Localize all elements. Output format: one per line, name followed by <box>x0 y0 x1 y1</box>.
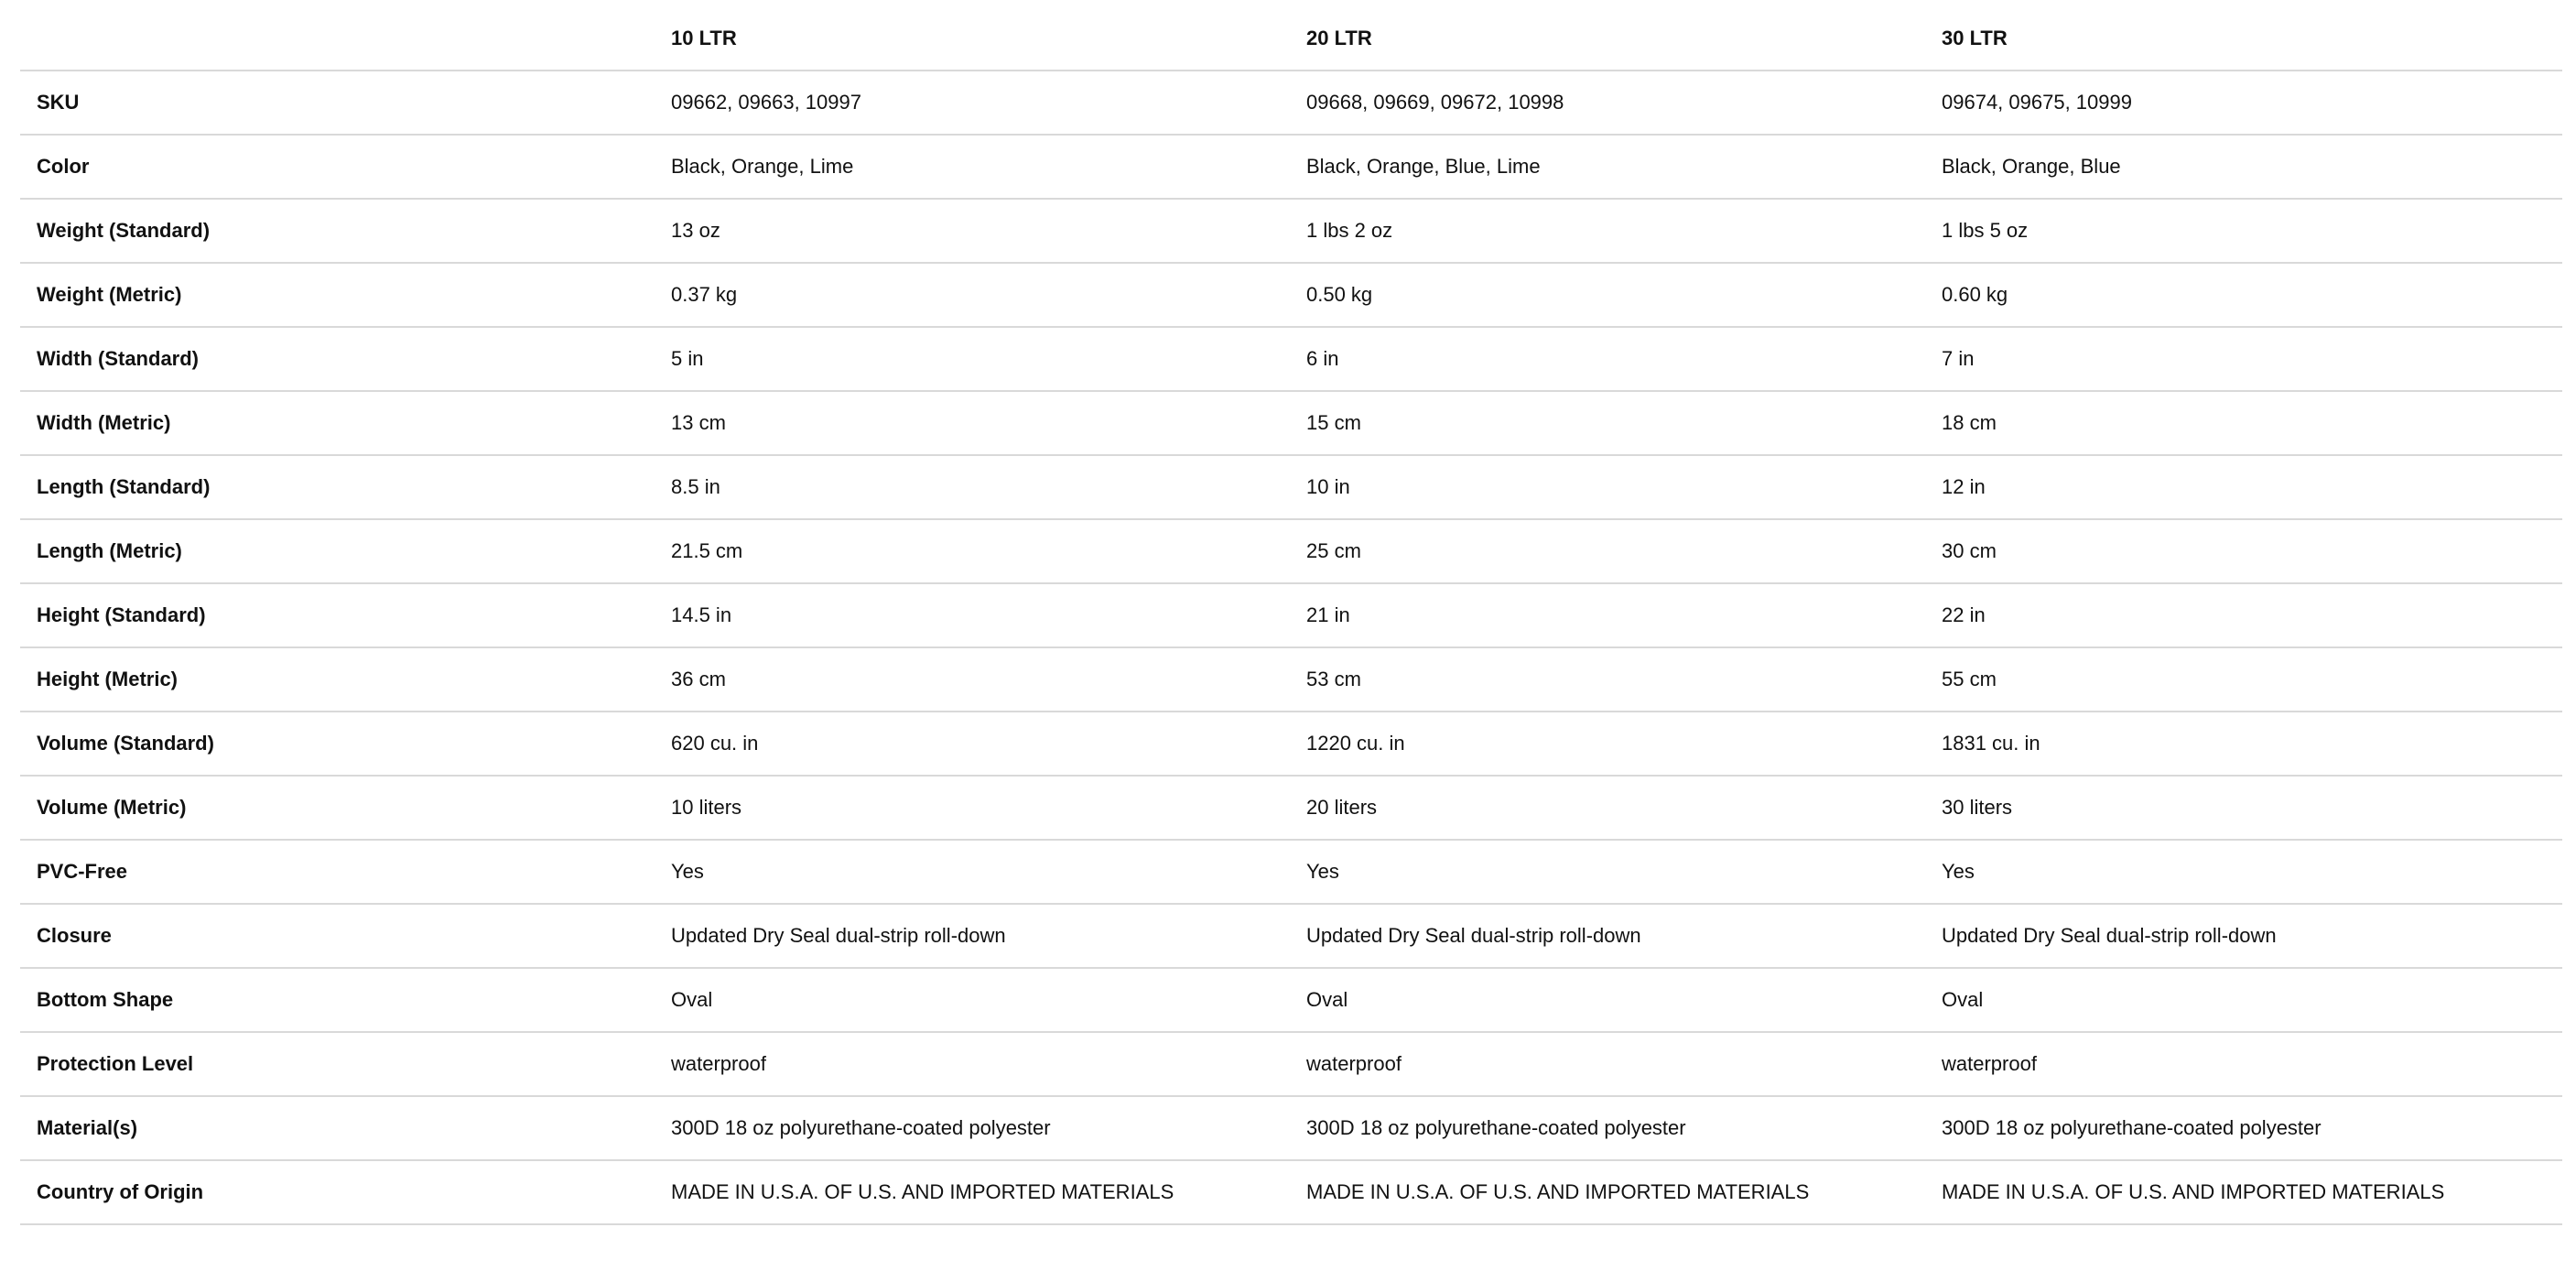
value-30-ltr: 18 cm <box>1925 391 2562 455</box>
value-20-ltr: 1220 cu. in <box>1290 712 1925 776</box>
table-row <box>20 135 2562 199</box>
row-label: Country of Origin <box>20 1160 655 1224</box>
value-20-ltr: 10 in <box>1290 455 1925 519</box>
row-label: Weight (Standard) <box>20 199 655 263</box>
row-label: Protection Level <box>20 1032 655 1096</box>
value-30-ltr: 12 in <box>1925 455 2562 519</box>
value-10-ltr: 13 oz <box>655 199 1290 263</box>
table-row <box>20 519 2562 583</box>
table-row <box>20 1032 2562 1096</box>
table-row <box>20 840 2562 904</box>
value-10-ltr: MADE IN U.S.A. OF U.S. AND IMPORTED MATERIALS <box>655 1160 1290 1224</box>
value-10-ltr: 14.5 in <box>655 583 1290 647</box>
value-30-ltr: 0.60 kg <box>1925 263 2562 327</box>
value-10-ltr: 300D 18 oz polyurethane-coated polyester <box>655 1096 1290 1160</box>
row-label: Height (Standard) <box>20 583 655 647</box>
value-10-ltr: waterproof <box>655 1032 1290 1096</box>
row-label: Width (Standard) <box>20 327 655 391</box>
row-label: Volume (Metric) <box>20 776 655 840</box>
value-20-ltr: Black, Orange, Blue, Lime <box>1290 135 1925 199</box>
value-10-ltr: 0.37 kg <box>655 263 1290 327</box>
row-label: Volume (Standard) <box>20 712 655 776</box>
value-10-ltr: 36 cm <box>655 647 1290 712</box>
row-label: Height (Metric) <box>20 647 655 712</box>
header-row <box>20 7 2562 71</box>
value-20-ltr: 20 liters <box>1290 776 1925 840</box>
value-30-ltr: MADE IN U.S.A. OF U.S. AND IMPORTED MATERIALS <box>1925 1160 2562 1224</box>
row-label: Bottom Shape <box>20 968 655 1032</box>
value-30-ltr: 300D 18 oz polyurethane-coated polyester <box>1925 1096 2562 1160</box>
value-30-ltr: waterproof <box>1925 1032 2562 1096</box>
value-30-ltr: 1831 cu. in <box>1925 712 2562 776</box>
value-20-ltr: 0.50 kg <box>1290 263 1925 327</box>
value-10-ltr: 620 cu. in <box>655 712 1290 776</box>
value-30-ltr: 30 liters <box>1925 776 2562 840</box>
spec-table-body <box>20 71 2562 1224</box>
header-cell-label <box>20 7 655 71</box>
row-label: Closure <box>20 904 655 968</box>
spec-comparison-table <box>20 7 2562 1225</box>
value-20-ltr: Oval <box>1290 968 1925 1032</box>
row-label: PVC-Free <box>20 840 655 904</box>
value-30-ltr: 1 lbs 5 oz <box>1925 199 2562 263</box>
table-row <box>20 71 2562 135</box>
table-row <box>20 1160 2562 1224</box>
value-10-ltr: 13 cm <box>655 391 1290 455</box>
table-row <box>20 583 2562 647</box>
row-label: Material(s) <box>20 1096 655 1160</box>
value-30-ltr: 22 in <box>1925 583 2562 647</box>
value-20-ltr: 53 cm <box>1290 647 1925 712</box>
value-10-ltr: 8.5 in <box>655 455 1290 519</box>
value-10-ltr: 09662, 09663, 10997 <box>655 71 1290 135</box>
header-cell-30-ltr: 30 LTR <box>1925 7 2562 71</box>
value-30-ltr: Black, Orange, Blue <box>1925 135 2562 199</box>
value-30-ltr: 7 in <box>1925 327 2562 391</box>
spec-table-header <box>20 7 2562 71</box>
table-row <box>20 455 2562 519</box>
value-20-ltr: 15 cm <box>1290 391 1925 455</box>
row-label: Length (Metric) <box>20 519 655 583</box>
value-10-ltr: Updated Dry Seal dual-strip roll-down <box>655 904 1290 968</box>
table-row <box>20 327 2562 391</box>
value-10-ltr: Oval <box>655 968 1290 1032</box>
table-row <box>20 904 2562 968</box>
table-row <box>20 263 2562 327</box>
table-row <box>20 776 2562 840</box>
value-20-ltr: MADE IN U.S.A. OF U.S. AND IMPORTED MATERIALS <box>1290 1160 1925 1224</box>
value-10-ltr: Yes <box>655 840 1290 904</box>
table-row <box>20 712 2562 776</box>
value-30-ltr: 55 cm <box>1925 647 2562 712</box>
table-row <box>20 391 2562 455</box>
table-row <box>20 968 2562 1032</box>
value-30-ltr: Yes <box>1925 840 2562 904</box>
header-cell-10-ltr: 10 LTR <box>655 7 1290 71</box>
value-10-ltr: 5 in <box>655 327 1290 391</box>
value-20-ltr: 25 cm <box>1290 519 1925 583</box>
value-10-ltr: 21.5 cm <box>655 519 1290 583</box>
row-label: Length (Standard) <box>20 455 655 519</box>
value-20-ltr: waterproof <box>1290 1032 1925 1096</box>
value-20-ltr: 6 in <box>1290 327 1925 391</box>
row-label: Width (Metric) <box>20 391 655 455</box>
value-20-ltr: 09668, 09669, 09672, 10998 <box>1290 71 1925 135</box>
row-label: SKU <box>20 71 655 135</box>
value-20-ltr: 300D 18 oz polyurethane-coated polyester <box>1290 1096 1925 1160</box>
row-label: Color <box>20 135 655 199</box>
value-10-ltr: 10 liters <box>655 776 1290 840</box>
value-30-ltr: 30 cm <box>1925 519 2562 583</box>
value-30-ltr: 09674, 09675, 10999 <box>1925 71 2562 135</box>
table-row <box>20 647 2562 712</box>
value-30-ltr: Updated Dry Seal dual-strip roll-down <box>1925 904 2562 968</box>
value-20-ltr: Updated Dry Seal dual-strip roll-down <box>1290 904 1925 968</box>
value-20-ltr: 1 lbs 2 oz <box>1290 199 1925 263</box>
value-10-ltr: Black, Orange, Lime <box>655 135 1290 199</box>
table-row <box>20 199 2562 263</box>
value-30-ltr: Oval <box>1925 968 2562 1032</box>
row-label: Weight (Metric) <box>20 263 655 327</box>
table-row <box>20 1096 2562 1160</box>
value-20-ltr: 21 in <box>1290 583 1925 647</box>
value-20-ltr: Yes <box>1290 840 1925 904</box>
header-cell-20-ltr: 20 LTR <box>1290 7 1925 71</box>
